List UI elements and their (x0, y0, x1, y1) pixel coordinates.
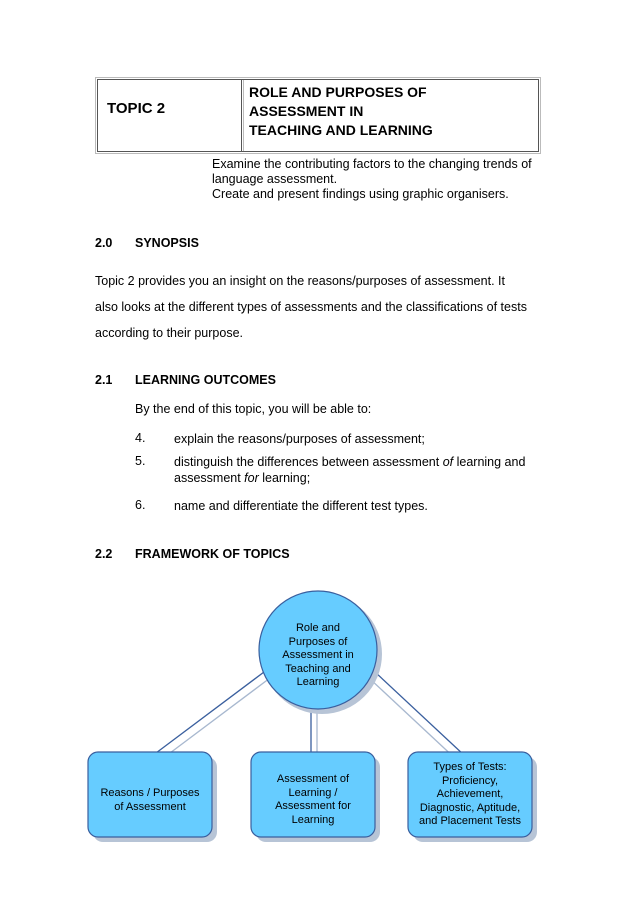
right-label-line: Diagnostic, Aptitude, (419, 801, 521, 814)
outcome-text-part: assessment (174, 471, 245, 485)
right-label-line: Proficiency, (441, 774, 499, 787)
synopsis-line: according to their purpose. (95, 326, 244, 340)
outcome-number: 6. (135, 498, 146, 512)
synopsis-line: also looks at the different types of assessments and the classifications of tests (95, 300, 527, 314)
outcome-text-part: distinguish the differences between assessment (174, 455, 443, 469)
objective-line: Examine the contributing factors to the changing trends of (212, 157, 532, 171)
center-label-line: Learning (296, 676, 340, 688)
center-label-line: Role and (295, 622, 341, 634)
left-label-line: Reasons / Purposes (100, 787, 200, 799)
outcome-emphasis: for (244, 471, 259, 485)
connector-left (152, 672, 270, 762)
outcome-text-part: name and differentiate the different test types. (174, 499, 428, 513)
objective-line: language assessment. (212, 172, 338, 186)
middle-label-line: Learning (291, 813, 335, 826)
left-label-line: of Assessment (114, 800, 186, 813)
outcome-text-part: learning; (258, 471, 311, 485)
middle-label-line: Assessment for (275, 800, 351, 812)
right-label-line: Achievement, (436, 788, 504, 800)
topic-label: TOPIC 2 (107, 100, 166, 117)
middle-node-label (251, 773, 375, 827)
topic-title-line: ROLE AND PURPOSES OF (249, 84, 427, 100)
right-label-line: and Placement Tests (419, 815, 521, 827)
right-label-line: Types of Tests: (433, 761, 507, 773)
middle-label-line: Learning / (288, 786, 338, 799)
center-label-line: Assessment in (282, 649, 354, 661)
outcomes-number: 2.1 (95, 373, 113, 387)
outcome-emphasis: of (442, 455, 454, 469)
middle-label-line: Assessment of (276, 773, 350, 785)
framework-number: 2.2 (95, 547, 113, 561)
outcome-text-part: learning and (453, 455, 526, 469)
center-label-line: Teaching and (285, 662, 351, 675)
right-node-label (404, 761, 536, 829)
left-node-label (88, 787, 212, 814)
outcome-text-part: explain the reasons/purposes of assessment; (174, 432, 425, 446)
center-label-line: Purposes of (288, 635, 348, 648)
topic-title-line: TEACHING AND LEARNING (249, 122, 433, 138)
outcome-number: 4. (135, 431, 146, 445)
synopsis-number: 2.0 (95, 236, 113, 250)
outcomes-heading: LEARNING OUTCOMES (135, 373, 276, 387)
outcome-number: 5. (135, 454, 146, 468)
framework-heading: FRAMEWORK OF TOPICS (135, 547, 290, 561)
topic-title-line: ASSESSMENT IN (249, 103, 364, 119)
synopsis-heading: SYNOPSIS (135, 236, 199, 250)
synopsis-line: Topic 2 provides you an insight on the reasons/purposes of assessment. It (95, 274, 505, 288)
outcomes-intro: By the end of this topic, you will be able to: (135, 402, 372, 416)
connector-right (369, 672, 465, 762)
center-node-label (262, 622, 374, 690)
objective-line: Create and present findings using graphic organisers. (212, 187, 509, 201)
